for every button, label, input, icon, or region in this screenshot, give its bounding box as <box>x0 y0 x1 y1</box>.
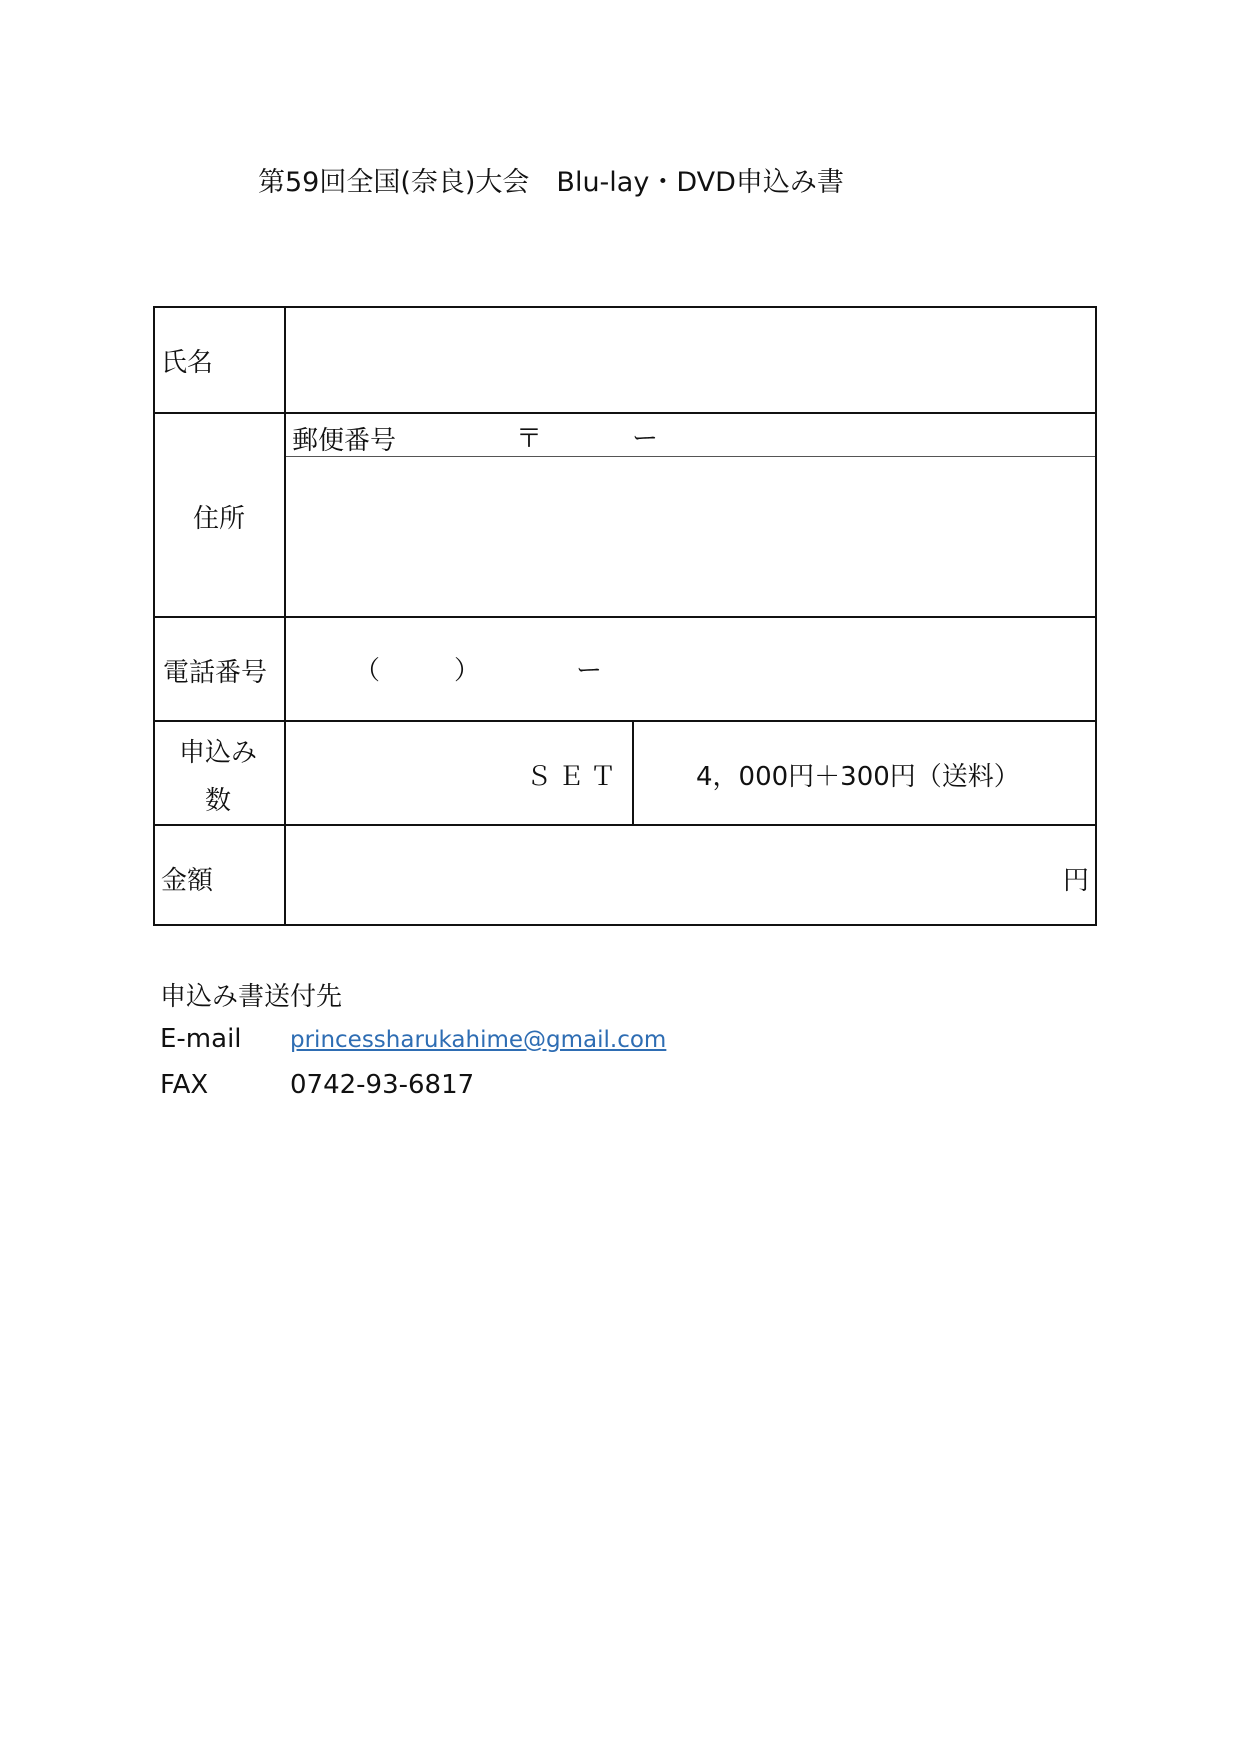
postal-code-field[interactable] <box>286 414 1095 456</box>
quantity-content-cell <box>286 722 1095 824</box>
name-field[interactable] <box>286 308 1095 412</box>
fax-number: 0742-93-6817 <box>290 1070 475 1100</box>
phone-label-cell <box>155 618 286 720</box>
quantity-label-line1: 申込み <box>179 738 258 768</box>
amount-row <box>155 824 1095 926</box>
price-text: 4，000円＋300円（送料） <box>696 762 1020 792</box>
amount-unit: 円 <box>1062 866 1089 896</box>
amount-field[interactable] <box>286 826 1095 926</box>
quantity-label-cell <box>155 722 286 824</box>
application-form-table <box>153 306 1097 926</box>
address-label: 住所 <box>193 504 246 534</box>
address-label-cell <box>155 414 286 616</box>
name-label: 氏名 <box>161 348 214 378</box>
postal-label: 郵便番号 <box>292 426 397 456</box>
phone-label: 電話番号 <box>163 658 268 688</box>
amount-label-cell <box>155 826 286 926</box>
quantity-divider <box>632 722 634 824</box>
name-row <box>155 308 1095 412</box>
postal-divider <box>286 456 1095 457</box>
name-label-cell <box>155 308 286 412</box>
email-label: E-mail <box>160 1024 242 1054</box>
quantity-field[interactable] <box>286 722 632 824</box>
quantity-label-line2: 数 <box>205 786 232 816</box>
quantity-row <box>155 720 1095 824</box>
address-row <box>155 412 1095 616</box>
phone-field[interactable] <box>286 618 1095 720</box>
send-to-heading: 申込み書送付先 <box>160 982 343 1012</box>
address-field[interactable] <box>286 458 1095 616</box>
phone-dash: ー <box>576 656 603 686</box>
phone-open-paren: （ <box>354 656 381 686</box>
phone-close-paren: ） <box>454 656 481 686</box>
quantity-unit: ＳＥＴ <box>525 762 622 792</box>
postal-dash: ー <box>632 424 659 454</box>
address-content-cell <box>286 414 1095 616</box>
fax-label: FAX <box>160 1070 209 1100</box>
email-link[interactable]: princessharukahime@gmail.com <box>290 1027 667 1053</box>
phone-row <box>155 616 1095 720</box>
amount-label: 金額 <box>161 866 214 896</box>
postal-symbol: 〒 <box>516 424 543 454</box>
page-title: 第59回全国(奈良)大会 Blu-lay・DVD申込み書 <box>258 167 844 198</box>
